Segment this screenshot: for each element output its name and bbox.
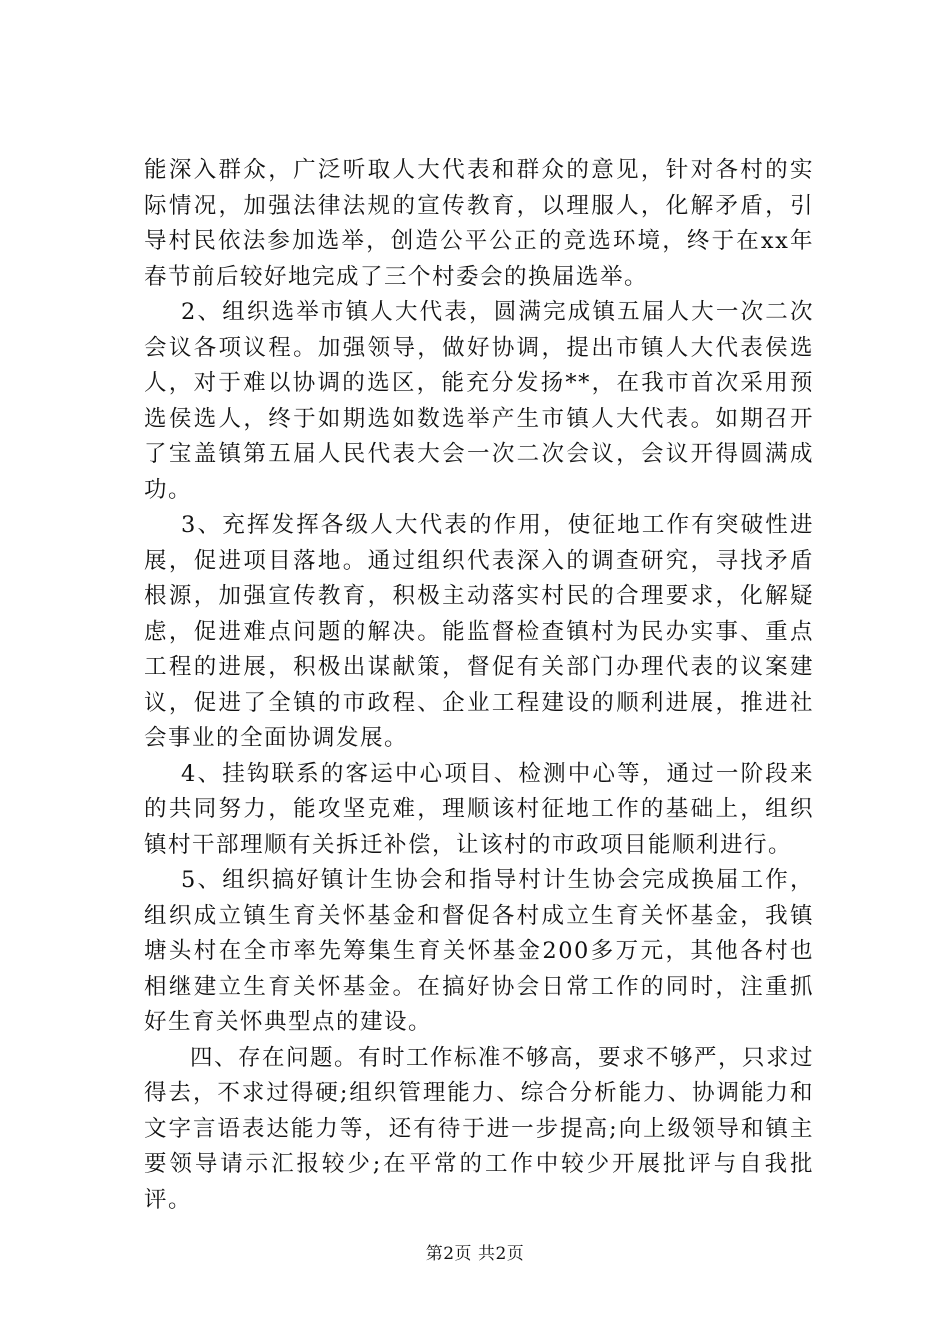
paragraph-item-3: 3、充挥发挥各级人大代表的作用，使征地工作有突破性进展，促进项目落地。通过组织代表深入的调查研究，寻找矛盾根源，加强宣传教育，积极主动落实村民的合理要求，化解疑虑，促进难点问题的解决。能监督检查镇村为民办实事、重点工程的进展，积极出谋献策，督促有关部门办理代表的议案建议，促进了全镇的市政程、企业工程建设的顺利进展，推进社会事业的全面协调发展。 [144,512,814,751]
document-body [144,153,814,1218]
paragraph-item-4: 4、挂钩联系的客运中心项目、检测中心等，通过一阶段来的共同努力，能攻坚克难，理顺该村征地工作的基础上，组织镇村干部理顺有关拆迁补偿，让该村的市政项目能顺利进行。 [144,760,814,858]
page-footer [0,1244,950,1264]
page-number-label: 第2页 共2页 [425,1244,525,1264]
paragraph-section-4-problems: 四、存在问题。有时工作标准不够高，要求不够严，只求过得去，不求过得硬;组织管理能力、综合分析能力、协调能力和文字言语表达能力等，还有待于进一步提高;向上级领导和镇主要领导请示汇报较少;在平常的工作中较少开展批评与自我批评。 [144,1044,815,1213]
paragraph-item-2: 2、组织选举市镇人大代表，圆满完成镇五届人大一次二次会议各项议程。加强领导，做好协调，提出市镇人大代表侯选人，对于难以协调的选区，能充分发扬**，在我市首次采用预选侯选人，终于如期选如数选举产生市镇人大代表。如期召开了宝盖镇第五届人民代表大会一次二次会议，会议开得圆满成功。 [144,299,814,503]
paragraph-item-5: 5、组织搞好镇计生协会和指导村计生协会完成换届工作，组织成立镇生育关怀基金和督促各村成立生育关怀基金，我镇塘头村在全市率先筹集生育关怀基金200多万元，其他各村也相继建立生育关怀基金。在搞好协会日常工作的同时，注重抓好生育关怀典型点的建设。 [144,867,814,1035]
paragraph-continuation: 能深入群众，广泛听取人大代表和群众的意见，针对各村的实际情况，加强法律法规的宣传教育，以理服人，化解矛盾，引导村民依法参加选举，创造公平公正的竞选环境，终于在xx年春节前后较好地完成了三个村委会的换届选举。 [144,157,814,290]
